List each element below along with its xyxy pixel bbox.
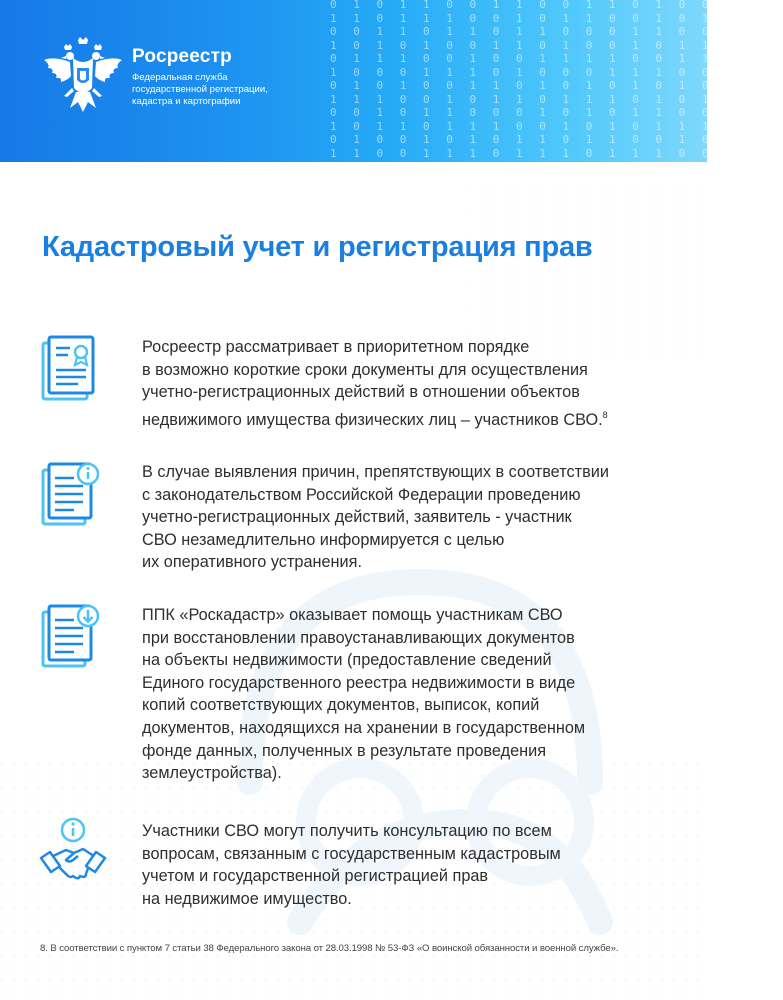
item-text-2	[142, 461, 682, 574]
item-text-1	[142, 336, 682, 431]
text-line: вопросам, связанным с государственным кадастровым	[142, 844, 561, 863]
brand-subtitle-line: Федеральная служба	[132, 72, 228, 83]
item-text-3	[142, 604, 682, 785]
text-line: фонде данных, полученных в результате проведения	[142, 741, 547, 760]
brand-name: Росреестр	[132, 46, 232, 67]
text-line: учетно-регистрационных действий, заявитель - участник	[142, 508, 572, 527]
brand-subtitle-line: кадастра и картографии	[132, 96, 241, 107]
text-line: с законодательством Российской Федерации проведению	[142, 485, 581, 504]
brand-subtitle	[132, 72, 302, 108]
rosreestr-emblem-icon	[40, 36, 126, 122]
brand-subtitle-line: государственной регистрации,	[132, 84, 268, 95]
text-line: учетно-регистрационных действий в отношении объектов	[142, 383, 580, 402]
text-line: Участники СВО могут получить консультацию по всем	[142, 822, 552, 840]
text-line: ППК «Роскадастр» оказывает помощь участникам СВО	[142, 606, 563, 624]
info-document-icon	[38, 460, 106, 528]
certificate-document-icon	[38, 334, 106, 402]
text-line-content: недвижимого имущества физических лиц – участников СВО.	[142, 410, 603, 429]
text-line: землеустройства).	[142, 764, 282, 783]
text-line: учетом и государственной регистрацией прав	[142, 867, 489, 886]
header-banner	[0, 0, 783, 162]
text-line: в возможно короткие сроки документы для осуществления	[142, 360, 588, 379]
handshake-info-icon	[38, 816, 108, 892]
binary-pattern: 0 1 0 1 1 0 0 1 1 0 0 1 1 0 1 0 0 1 1 1 1 1 0 1 1 1 0 0 1 0 1 1 0 0 1 0 1 1 1 1 0 0 1 1 0 1 1 0 1 1 0 0 0 1 1 0 0 0 1 0 1 0 1 0 1 0 0 1 1 0 1 0 0 1 0 1 1 1 0 1 0 1 1 1 0 0 1 0 0 1 1 1 1 0 0 1 1 0 1 0 1 0 0 0 1 1 1 0 1 0 0 0 1 1 1 0 0 1 0 0 0 1 0 1 0 0 1 1 0 1 0 1 0 1 0 1 0 0 1 1 1 1 1 0 0 1 0 1 1 0 1 1 1 0 1 0 1 0 1 0 0 0 1 0 1 1 0 0 0 1 0 1 0 1 1 0 0 1 1 1 1 0 1 1 0 1 1 1 0 0 1 0 1 0 1 1 1 0 1 0 0 1 0 0 1 0 1 0 1 1 0 1 1 0 0 1 0 1 0 1 1 1 0 0 1 1 1 0 1 1 1 0 1 1 1 0 0 1 1 1	[330, 0, 783, 160]
text-line: их оперативного устранения.	[142, 553, 362, 572]
footnote-ref: 8	[602, 409, 608, 420]
text-line: при восстановлении правоустанавливающих документов	[142, 628, 575, 647]
text-line: документов, находящихся на хранении в государственном	[142, 718, 586, 737]
text-line	[142, 404, 682, 432]
text-line: СВО незамедлительно информируется с целью	[142, 530, 505, 549]
page-title: Кадастровый учет и регистрация прав	[42, 231, 593, 263]
footnote: 8. В соответствии с пунктом 7 статьи 38 Федерального закона от 28.03.1998 № 53-ФЗ «О воинской обязанности и военной службе».	[40, 943, 619, 954]
text-line: Единого государственного реестра недвижимости в виде	[142, 673, 576, 692]
item-text-4	[142, 820, 682, 910]
text-line: на недвижимое имущество.	[142, 889, 352, 908]
download-document-icon	[38, 602, 106, 670]
text-line: копий соответствующих документов, выписок, копий	[142, 696, 540, 715]
text-line: В случае выявления причин, препятствующих в соответствии	[142, 463, 609, 481]
text-line: Росреестр рассматривает в приоритетном порядке	[142, 338, 530, 356]
text-line: на объекты недвижимости (предоставление сведений	[142, 651, 552, 670]
